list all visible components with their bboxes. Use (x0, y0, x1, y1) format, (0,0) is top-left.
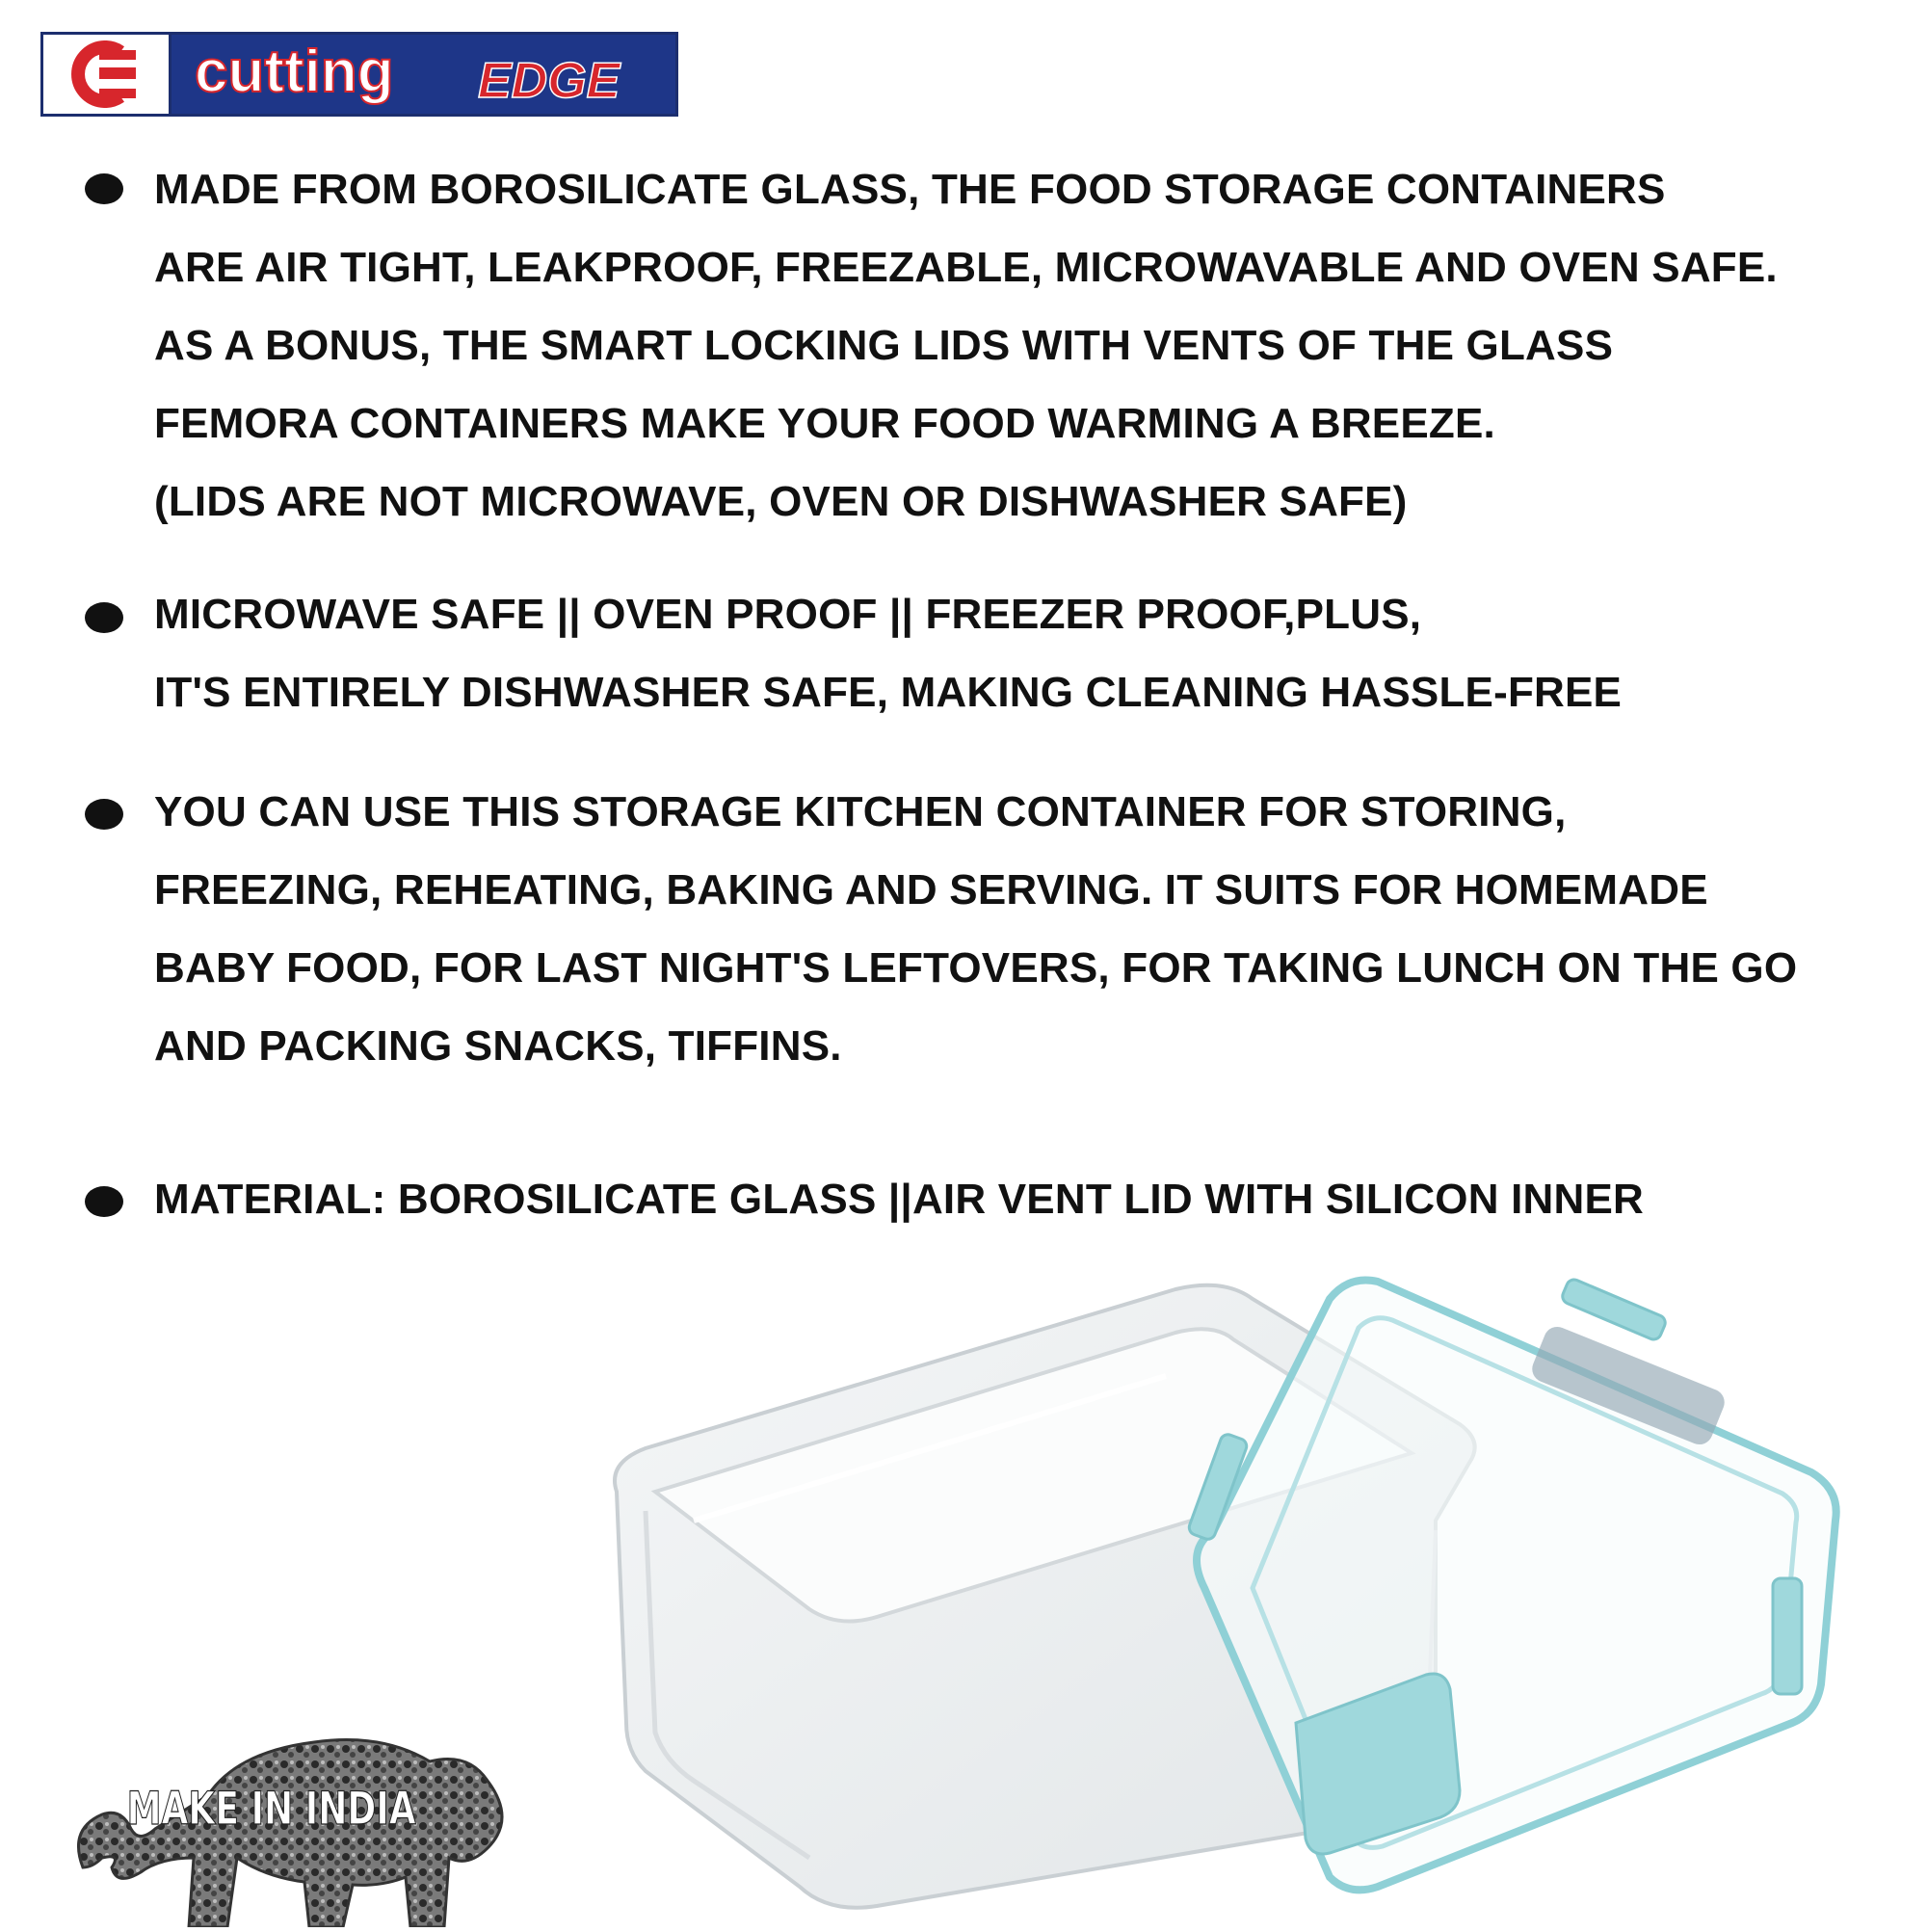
feature-line: (LIDS ARE NOT MICROWAVE, OVEN OR DISHWASHER SAFE) (154, 478, 1408, 525)
feature-line: YOU CAN USE THIS STORAGE KITCHEN CONTAINER FOR STORING, (154, 788, 1567, 835)
feature-line: MADE FROM BOROSILICATE GLASS, THE FOOD STORAGE CONTAINERS (154, 166, 1666, 213)
brand-name-part1: cutting (195, 40, 394, 105)
brand-name-part2: EDGE (478, 53, 620, 109)
bullet-dot-icon (85, 799, 123, 830)
feature-line: BABY FOOD, FOR LAST NIGHT'S LEFTOVERS, FOR TAKING LUNCH ON THE GO (154, 944, 1798, 992)
product-image (588, 1270, 1888, 1925)
make-in-india-emblem (64, 1713, 516, 1927)
lion-emblem-icon (64, 1713, 516, 1927)
lock-clip-icon (1773, 1578, 1802, 1694)
feature-line: MATERIAL: BOROSILICATE GLASS ||AIR VENT LID WITH SILICON INNER (154, 1176, 1645, 1223)
feature-line: MICROWAVE SAFE || OVEN PROOF || FREEZER PROOF,PLUS, (154, 591, 1422, 638)
product-svg (588, 1270, 1888, 1925)
lock-clip-icon (1560, 1278, 1667, 1342)
bullet-dot-icon (85, 1186, 123, 1217)
feature-line: FREEZING, REHEATING, BAKING AND SERVING. IT SUITS FOR HOMEMADE (154, 866, 1708, 913)
emblem-text: MAKE IN INDIA (126, 1782, 416, 1836)
bullet-dot-icon (85, 602, 123, 633)
feature-line: AND PACKING SNACKS, TIFFINS. (154, 1022, 842, 1070)
bullet-dot-icon (85, 173, 123, 204)
feature-line: ARE AIR TIGHT, LEAKPROOF, FREEZABLE, MICROWAVABLE AND OVEN SAFE. (154, 244, 1778, 291)
feature-line: AS A BONUS, THE SMART LOCKING LIDS WITH VENTS OF THE GLASS (154, 322, 1614, 369)
feature-line: FEMORA CONTAINERS MAKE YOUR FOOD WARMING A BREEZE. (154, 400, 1495, 447)
feature-line: IT'S ENTIRELY DISHWASHER SAFE, MAKING CLEANING HASSLE-FREE (154, 669, 1623, 716)
